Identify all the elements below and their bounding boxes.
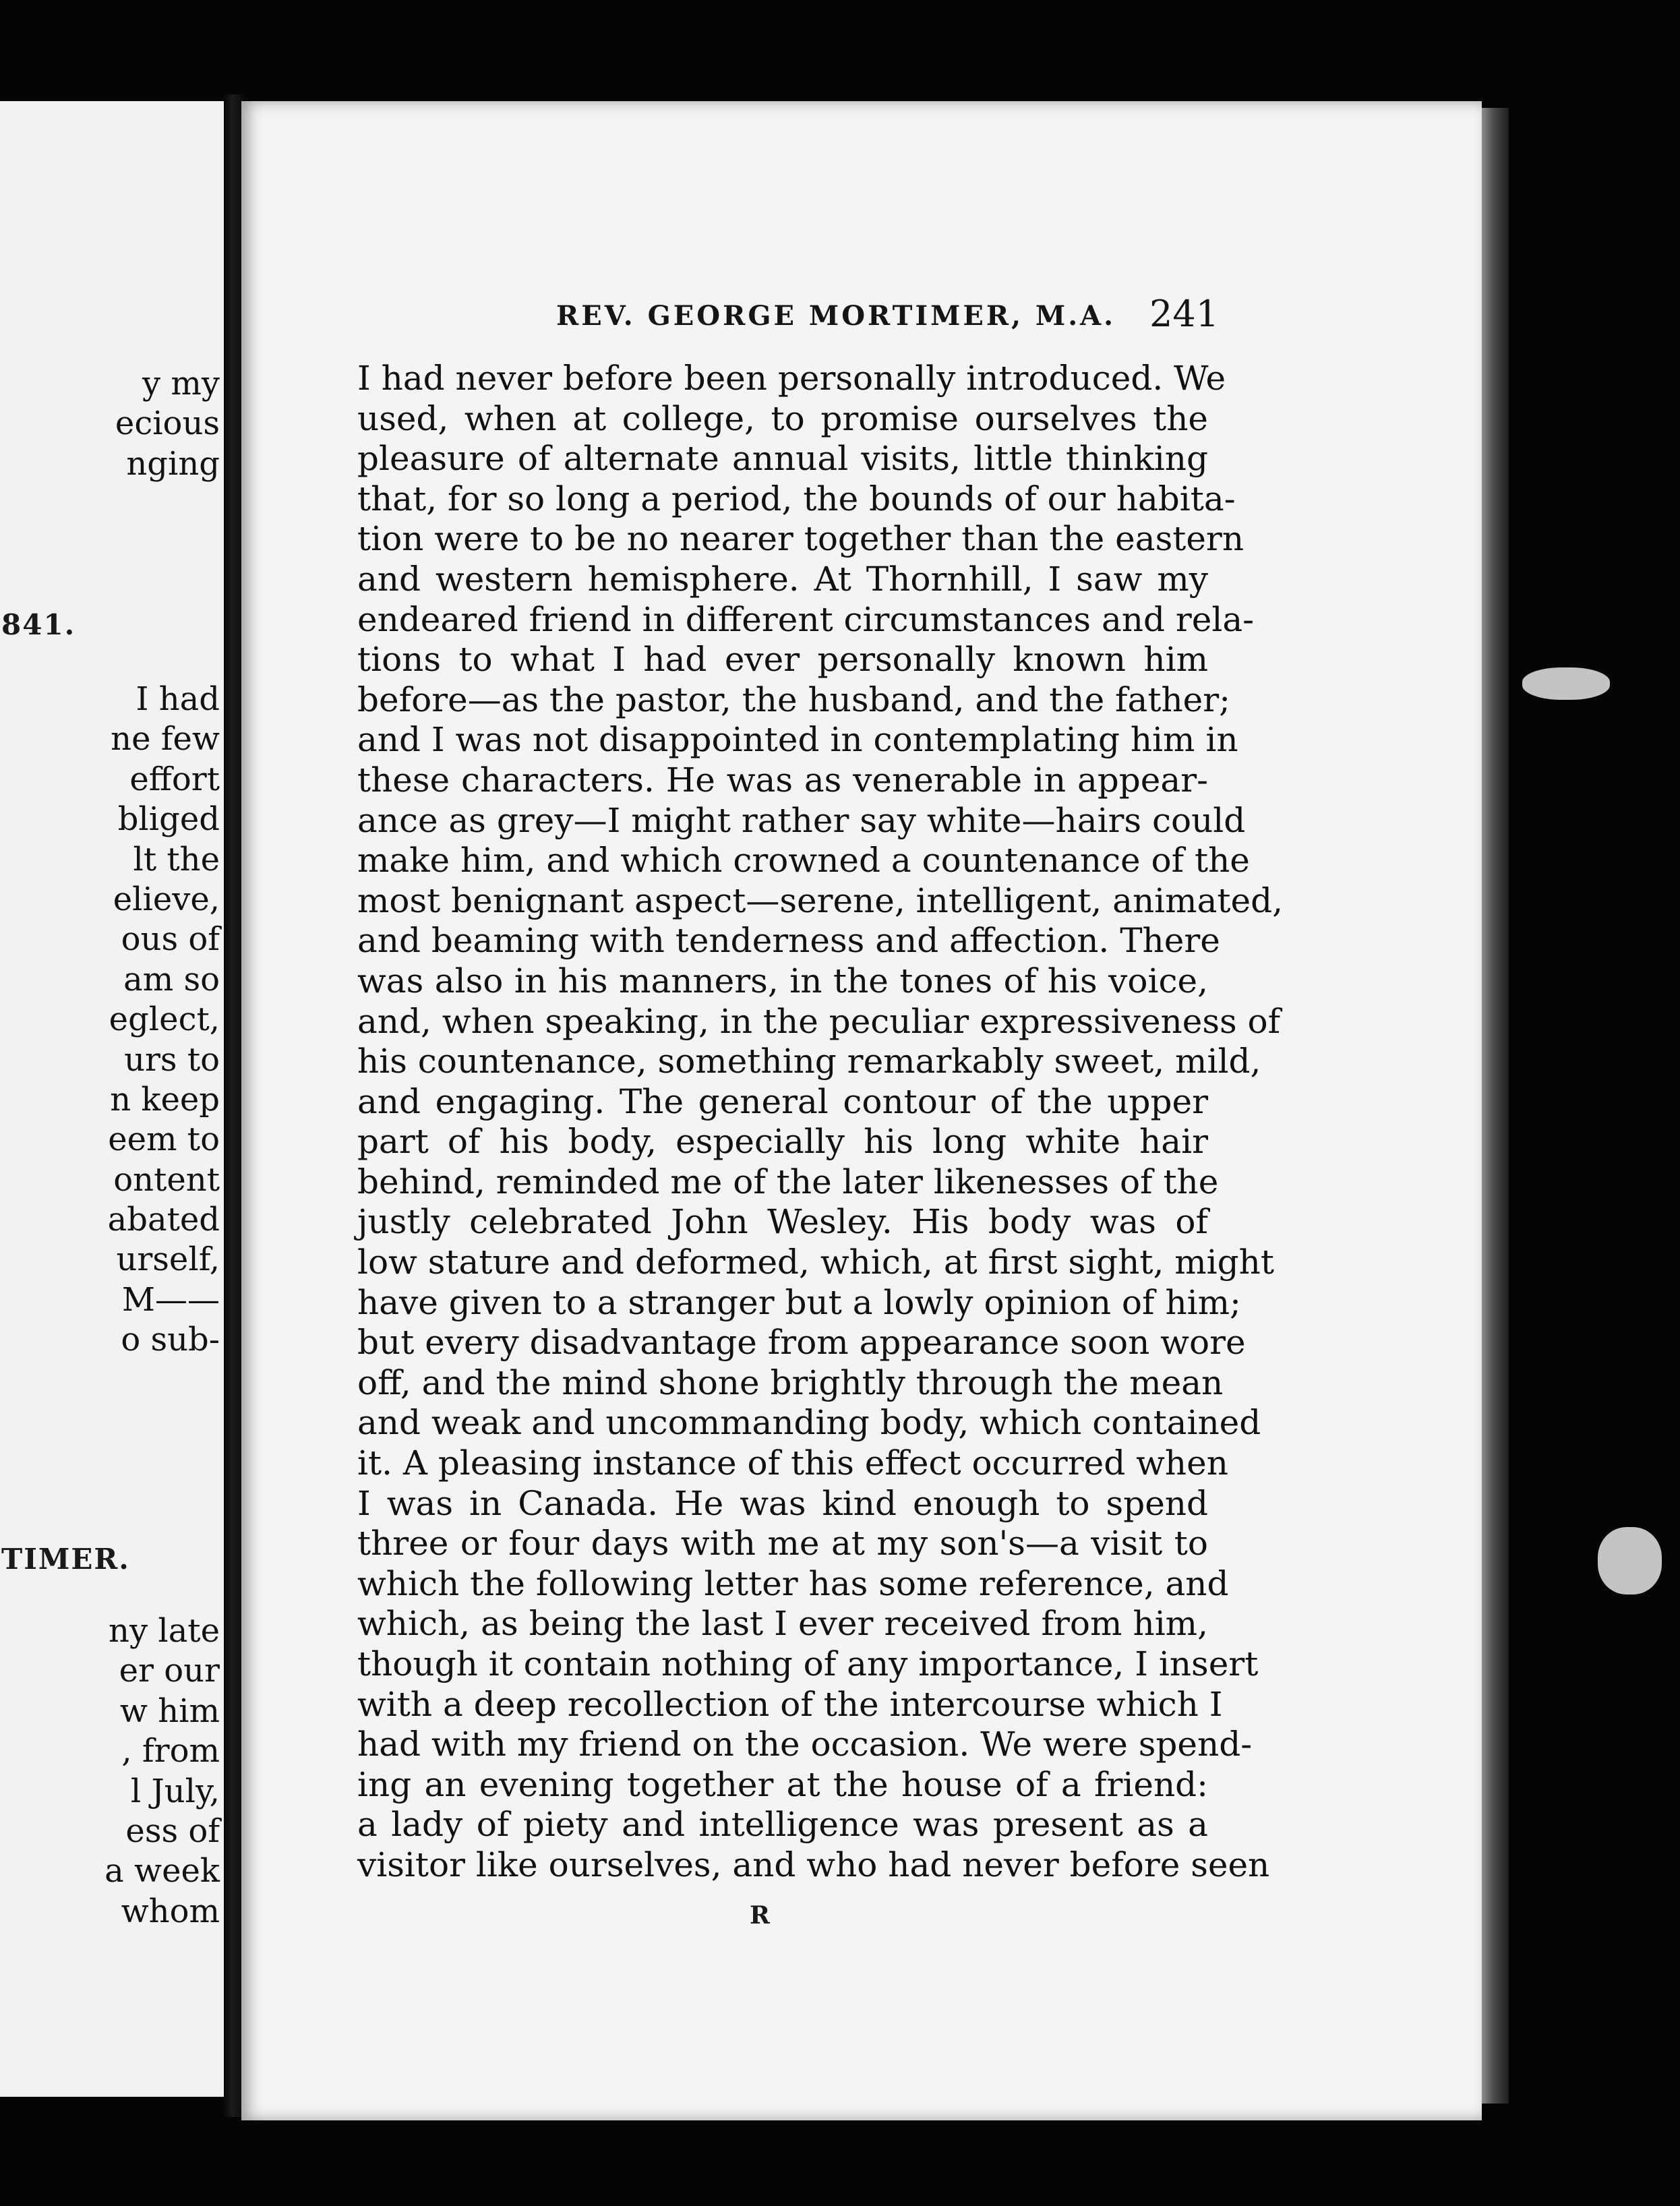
left-page-line: ecious xyxy=(115,405,220,443)
left-page-text-body xyxy=(108,680,220,1361)
left-page-date-fragment: 841. xyxy=(1,608,76,641)
left-page-line: lt the xyxy=(133,840,220,878)
text-line: a lady of piety and intelligence was present as a xyxy=(357,1805,1208,1845)
text-line: and I was not disappointed in contemplating him in xyxy=(357,720,1238,760)
left-page xyxy=(0,101,224,2097)
left-page-line: M—— xyxy=(121,1280,220,1319)
text-line: had with my friend on the occasion. We were spend- xyxy=(357,1725,1253,1764)
left-page-line: I had xyxy=(136,680,220,718)
left-page-line: ess of xyxy=(125,1812,220,1850)
text-line: have given to a stranger but a lowly opinion of him; xyxy=(357,1282,1241,1322)
left-page-line: w him xyxy=(119,1692,220,1730)
left-page-line: nging xyxy=(126,444,220,483)
left-page-line: urself, xyxy=(116,1241,220,1279)
left-page-line: o sub- xyxy=(121,1321,220,1359)
text-line: which the following letter has some reference, and xyxy=(357,1563,1229,1603)
text-line: and beaming with tenderness and affection. There xyxy=(357,921,1220,961)
text-line: and western hemisphere. At Thornhill, I saw my xyxy=(357,559,1208,599)
text-line: with a deep recollection of the intercourse which I xyxy=(357,1684,1223,1724)
left-page-text-bottom xyxy=(104,1611,220,1932)
left-page-line: eem to xyxy=(108,1121,220,1159)
text-line: pleasure of alternate annual visits, little thinking xyxy=(357,439,1208,479)
text-line: used, when at college, to promise ourselves the xyxy=(357,398,1208,438)
text-line: and, when speaking, in the peculiar expressiveness of xyxy=(357,1001,1281,1041)
text-line: and engaging. The general contour of the upper xyxy=(357,1081,1208,1121)
left-page-signature-fragment: TIMER. xyxy=(1,1543,130,1576)
left-page-line: ous of xyxy=(121,920,220,959)
text-line: was also in his manners, in the tones of his voice, xyxy=(357,961,1208,1001)
text-line: I had never before been personally introduced. We xyxy=(357,359,1226,398)
text-line: tions to what I had ever personally known him xyxy=(357,640,1208,680)
text-line: that, for so long a period, the bounds of our habita- xyxy=(357,479,1236,518)
left-page-line: am so xyxy=(123,960,220,998)
text-line: these characters. He was as venerable in appear- xyxy=(357,760,1208,800)
text-line: make him, and which crowned a countenance of the xyxy=(357,841,1250,881)
left-page-line: elieve, xyxy=(113,880,220,918)
left-page-line: abated xyxy=(107,1201,220,1239)
left-page-line: eglect, xyxy=(109,1001,220,1039)
text-line: off, and the mind shone brightly through the mean xyxy=(357,1363,1224,1402)
text-line: behind, reminded me of the later likenesses of the xyxy=(357,1162,1219,1201)
left-page-line: ne few xyxy=(111,720,220,758)
left-page-line: ontent xyxy=(113,1160,220,1199)
text-line: low stature and deformed, which, at first sight, might xyxy=(357,1243,1274,1282)
scan-speck xyxy=(1598,1527,1662,1594)
left-page-line: y my xyxy=(142,365,220,403)
left-page-line: a week xyxy=(104,1852,220,1890)
body-text xyxy=(357,359,1283,1886)
text-line: tion were to be no nearer together than the eastern xyxy=(357,519,1244,559)
left-page-line: effort xyxy=(129,760,220,798)
left-page-line: l July, xyxy=(130,1772,220,1810)
text-line: though it contain nothing of any importance, I insert xyxy=(357,1644,1259,1683)
text-line: part of his body, especially his long white hair xyxy=(357,1122,1208,1162)
left-page-line: bliged xyxy=(117,800,220,839)
left-page-line: er our xyxy=(119,1652,220,1690)
text-line: and weak and uncommanding body, which contained xyxy=(357,1403,1261,1443)
left-page-line: urs to xyxy=(124,1040,220,1079)
left-page-line: whom xyxy=(121,1892,220,1930)
text-line: but every disadvantage from appearance soon wore xyxy=(357,1323,1246,1363)
text-line: endeared friend in different circumstances and rela- xyxy=(357,599,1255,639)
page-number: 241 xyxy=(1149,293,1220,335)
text-line: justly celebrated John Wesley. His body was of xyxy=(357,1202,1208,1242)
text-line: most benignant aspect—serene, intelligent, animated, xyxy=(357,881,1283,920)
text-line: before—as the pastor, the husband, and the father; xyxy=(357,680,1230,719)
left-page-text-top xyxy=(115,364,220,484)
text-line: ing an evening together at the house of a friend: xyxy=(357,1764,1208,1804)
text-line: it. A pleasing instance of this effect occurred when xyxy=(357,1443,1228,1483)
text-line: which, as being the last I ever received from him, xyxy=(357,1604,1208,1644)
text-line: visitor like ourselves, and who had never before seen xyxy=(357,1845,1270,1884)
text-line: his countenance, something remarkably sweet, mild, xyxy=(357,1042,1261,1081)
signature-mark: R xyxy=(750,1901,770,1930)
scan-speck xyxy=(1522,667,1610,700)
left-page-line: , from xyxy=(121,1732,220,1770)
text-line: ance as grey—I might rather say white—hairs could xyxy=(357,800,1246,840)
running-head: REV. GEORGE MORTIMER, M.A. xyxy=(556,300,1116,332)
left-page-line: n keep xyxy=(110,1080,220,1119)
page-edge xyxy=(1482,108,1509,2104)
text-line: I was in Canada. He was kind enough to spend xyxy=(357,1483,1208,1523)
text-line: three or four days with me at my son's—a visit to xyxy=(357,1524,1208,1563)
left-page-line: ny late xyxy=(109,1612,220,1650)
